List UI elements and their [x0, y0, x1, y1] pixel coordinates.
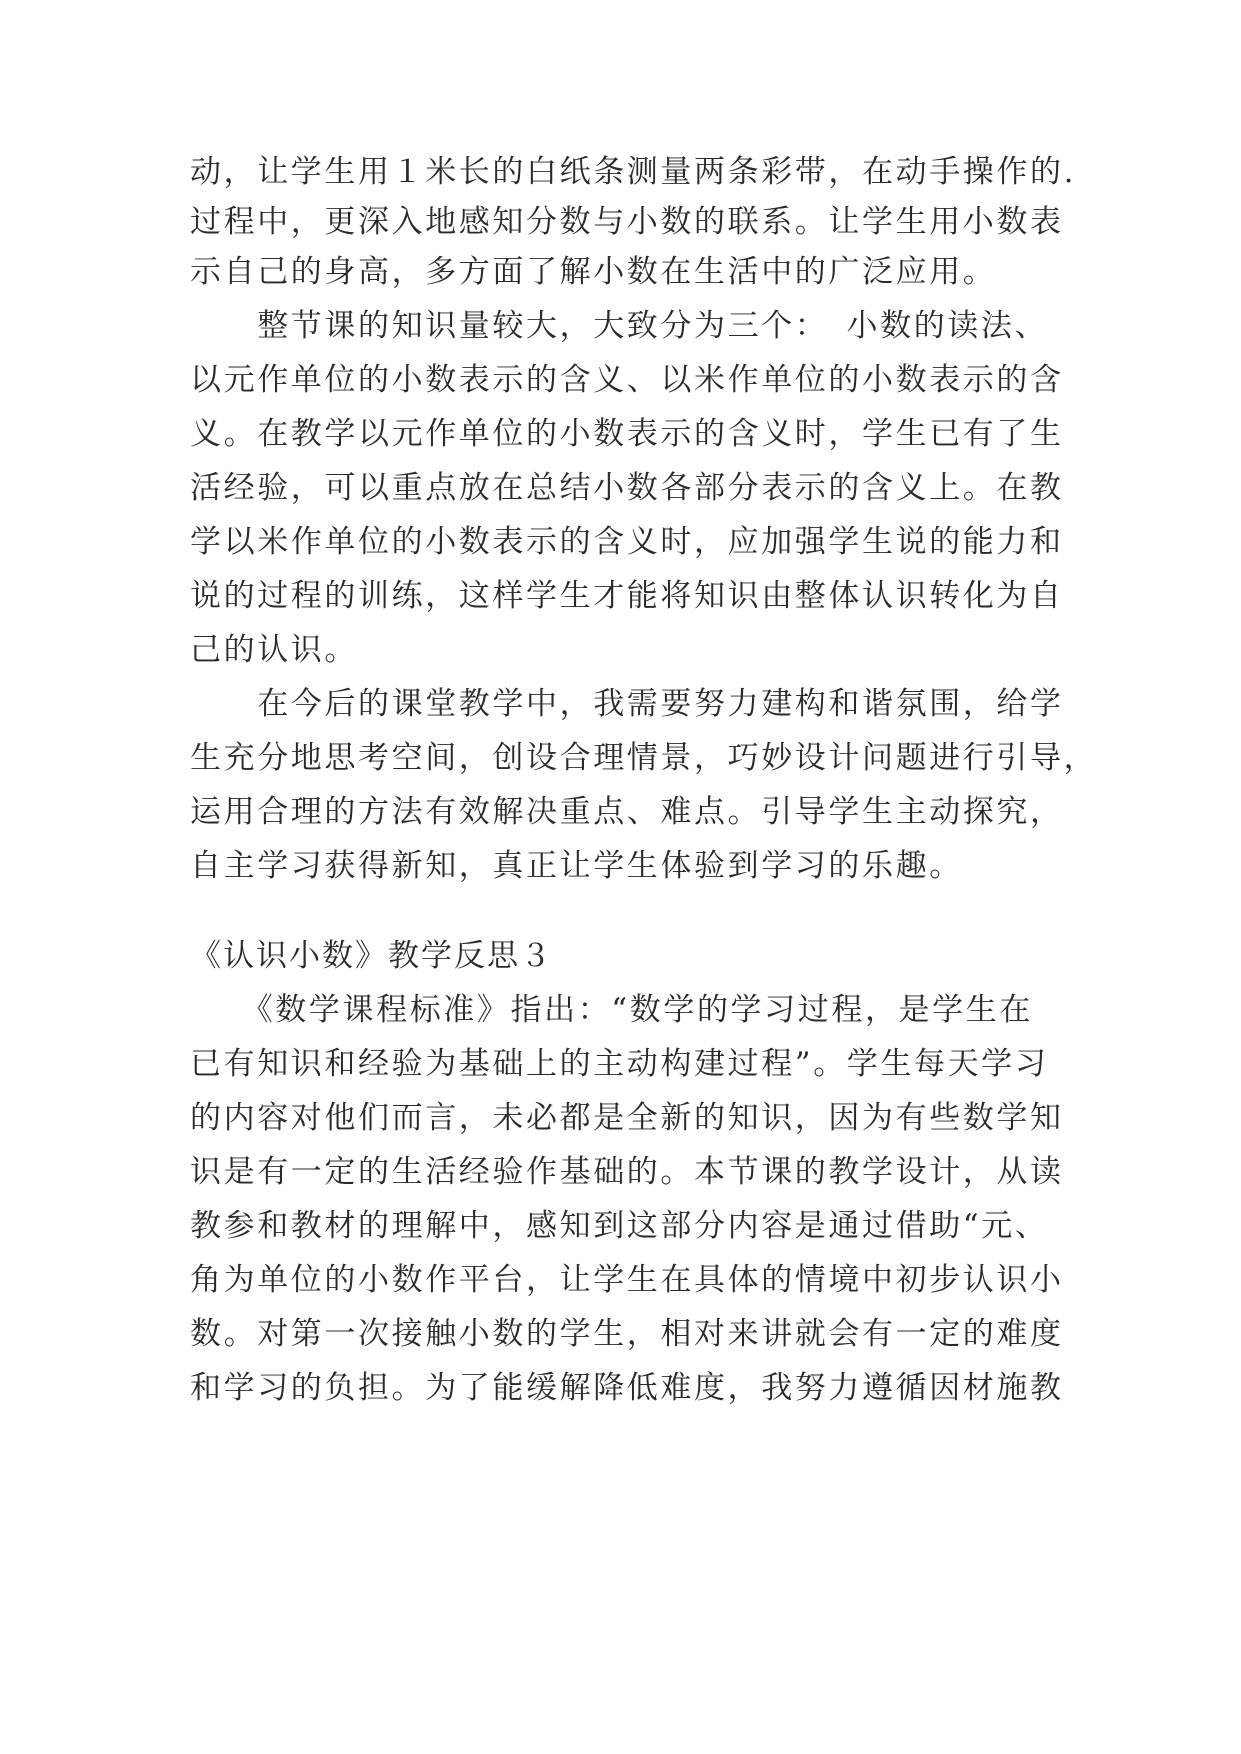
paragraph-line: 数。对第一次接触小数的学生，相对来讲就会有一定的难度: [190, 1316, 1064, 1352]
paragraph-line: 和学习的负担。为了能缓解降低难度，我努力遵循因材施教: [190, 1370, 1064, 1406]
section-heading: 《认识小数》教学反思３: [190, 938, 553, 974]
paragraph-line: 的内容对他们而言，未必都是全新的知识，因为有些数学知: [190, 1100, 1064, 1136]
paragraph-line: 义。在教学以元作单位的小数表示的含义时，学生已有了生: [190, 416, 1064, 452]
paragraph-line: 角为单位的小数作平台，让学生在具体的情境中初步认识小: [190, 1262, 1064, 1298]
paragraph-line: 已有知识和经验为基础上的主动构建过程”。学生每天学习: [190, 1046, 1049, 1082]
paragraph-line: 说的过程的训练，这样学生才能将知识由整体认识转化为自: [190, 578, 1064, 614]
paragraph-line: 动，让学生用１米长的白纸条测量两条彩带，在动手操作的.: [190, 154, 1077, 190]
paragraph-line: 教参和教材的理解中，感知到这部分内容是通过借助“元、: [190, 1208, 1049, 1244]
paragraph-line: 示自己的身高，多方面了解小数在生活中的广泛应用。: [190, 254, 997, 290]
paragraph-line: 学以米作单位的小数表示的含义时，应加强学生说的能力和: [190, 524, 1064, 560]
paragraph-line: 运用合理的方法有效解决重点、难点。引导学生主动探究，: [190, 794, 1064, 830]
paragraph-line: 己的认识。: [190, 632, 358, 668]
paragraph-line: 生充分地思考空间，创设合理情景，巧妙设计问题进行引导，: [190, 740, 1098, 776]
paragraph-line: 《数学课程标准》指出：“数学的学习过程，是学生在: [190, 992, 1033, 1028]
paragraph-line: 整节课的知识量较大，大致分为三个： 小数的读法、: [190, 308, 1049, 344]
paragraph-line: 活经验，可以重点放在总结小数各部分表示的含义上。在教: [190, 470, 1064, 506]
paragraph-line: 自主学习获得新知，真正让学生体验到学习的乐趣。: [190, 848, 963, 884]
paragraph-line: 过程中，更深入地感知分数与小数的联系。让学生用小数表: [190, 204, 1064, 240]
paragraph-line: 以元作单位的小数表示的含义、以米作单位的小数表示的含: [190, 362, 1064, 398]
paragraph-line: 识是有一定的生活经验作基础的。本节课的教学设计，从读: [190, 1154, 1064, 1190]
paragraph-line: 在今后的课堂教学中，我需要努力建构和谐氛围，给学: [190, 686, 1064, 722]
